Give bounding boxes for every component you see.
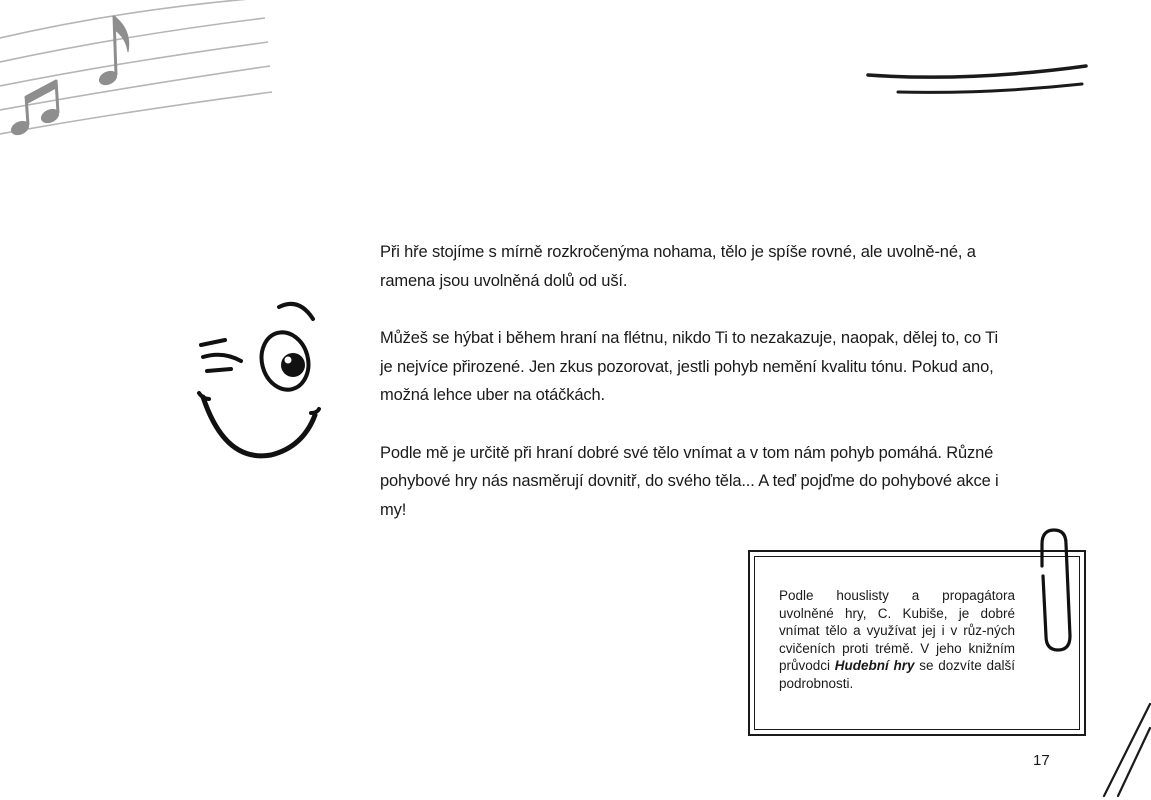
paragraph-2: Můžeš se hýbat i během hraní na flétnu, nikdo Ti to nezakazuje, naopak, dělej to, co Ti je nejvíce přirozené. Jen zkus pozorovat, jestli pohyb nemění kvalitu tónu. Pokud ano, možná lehce uber na otáčkách. xyxy=(380,329,998,404)
winking-face-icon xyxy=(195,295,335,465)
corner-strokes-icon xyxy=(1080,700,1151,800)
note-book-title: Hudební hry xyxy=(834,658,915,673)
music-notes-icon xyxy=(0,0,280,160)
paperclip-icon xyxy=(1024,526,1084,656)
body-text xyxy=(380,238,1010,553)
page-number: 17 xyxy=(1033,752,1050,769)
note-text-before: Podle houslisty a propagátora uvolněné hry, C. Kubiše, je dobré vnímat tělo a využívat jej i v růz-ných cvičeních proti trémě. V jeho knižním průvodci xyxy=(779,588,1015,673)
paragraph-1: Při hře stojíme s mírně rozkročenýma nohama, tělo je spíše rovné, ale uvolně-né, a ramena jsou uvolněná dolů od uší. xyxy=(380,243,976,290)
note-text-after: se dozvíte další podrobnosti. xyxy=(779,658,1015,691)
decorative-strokes-icon xyxy=(860,58,1100,108)
paragraph-3: Podle mě je určitě při hraní dobré své tělo vnímat a v tom nám pohyb pomáhá. Různé pohybové hry nás nasměrují dovnitř, do svého těla... A teď pojďme do pohybové akce i my! xyxy=(380,443,999,519)
